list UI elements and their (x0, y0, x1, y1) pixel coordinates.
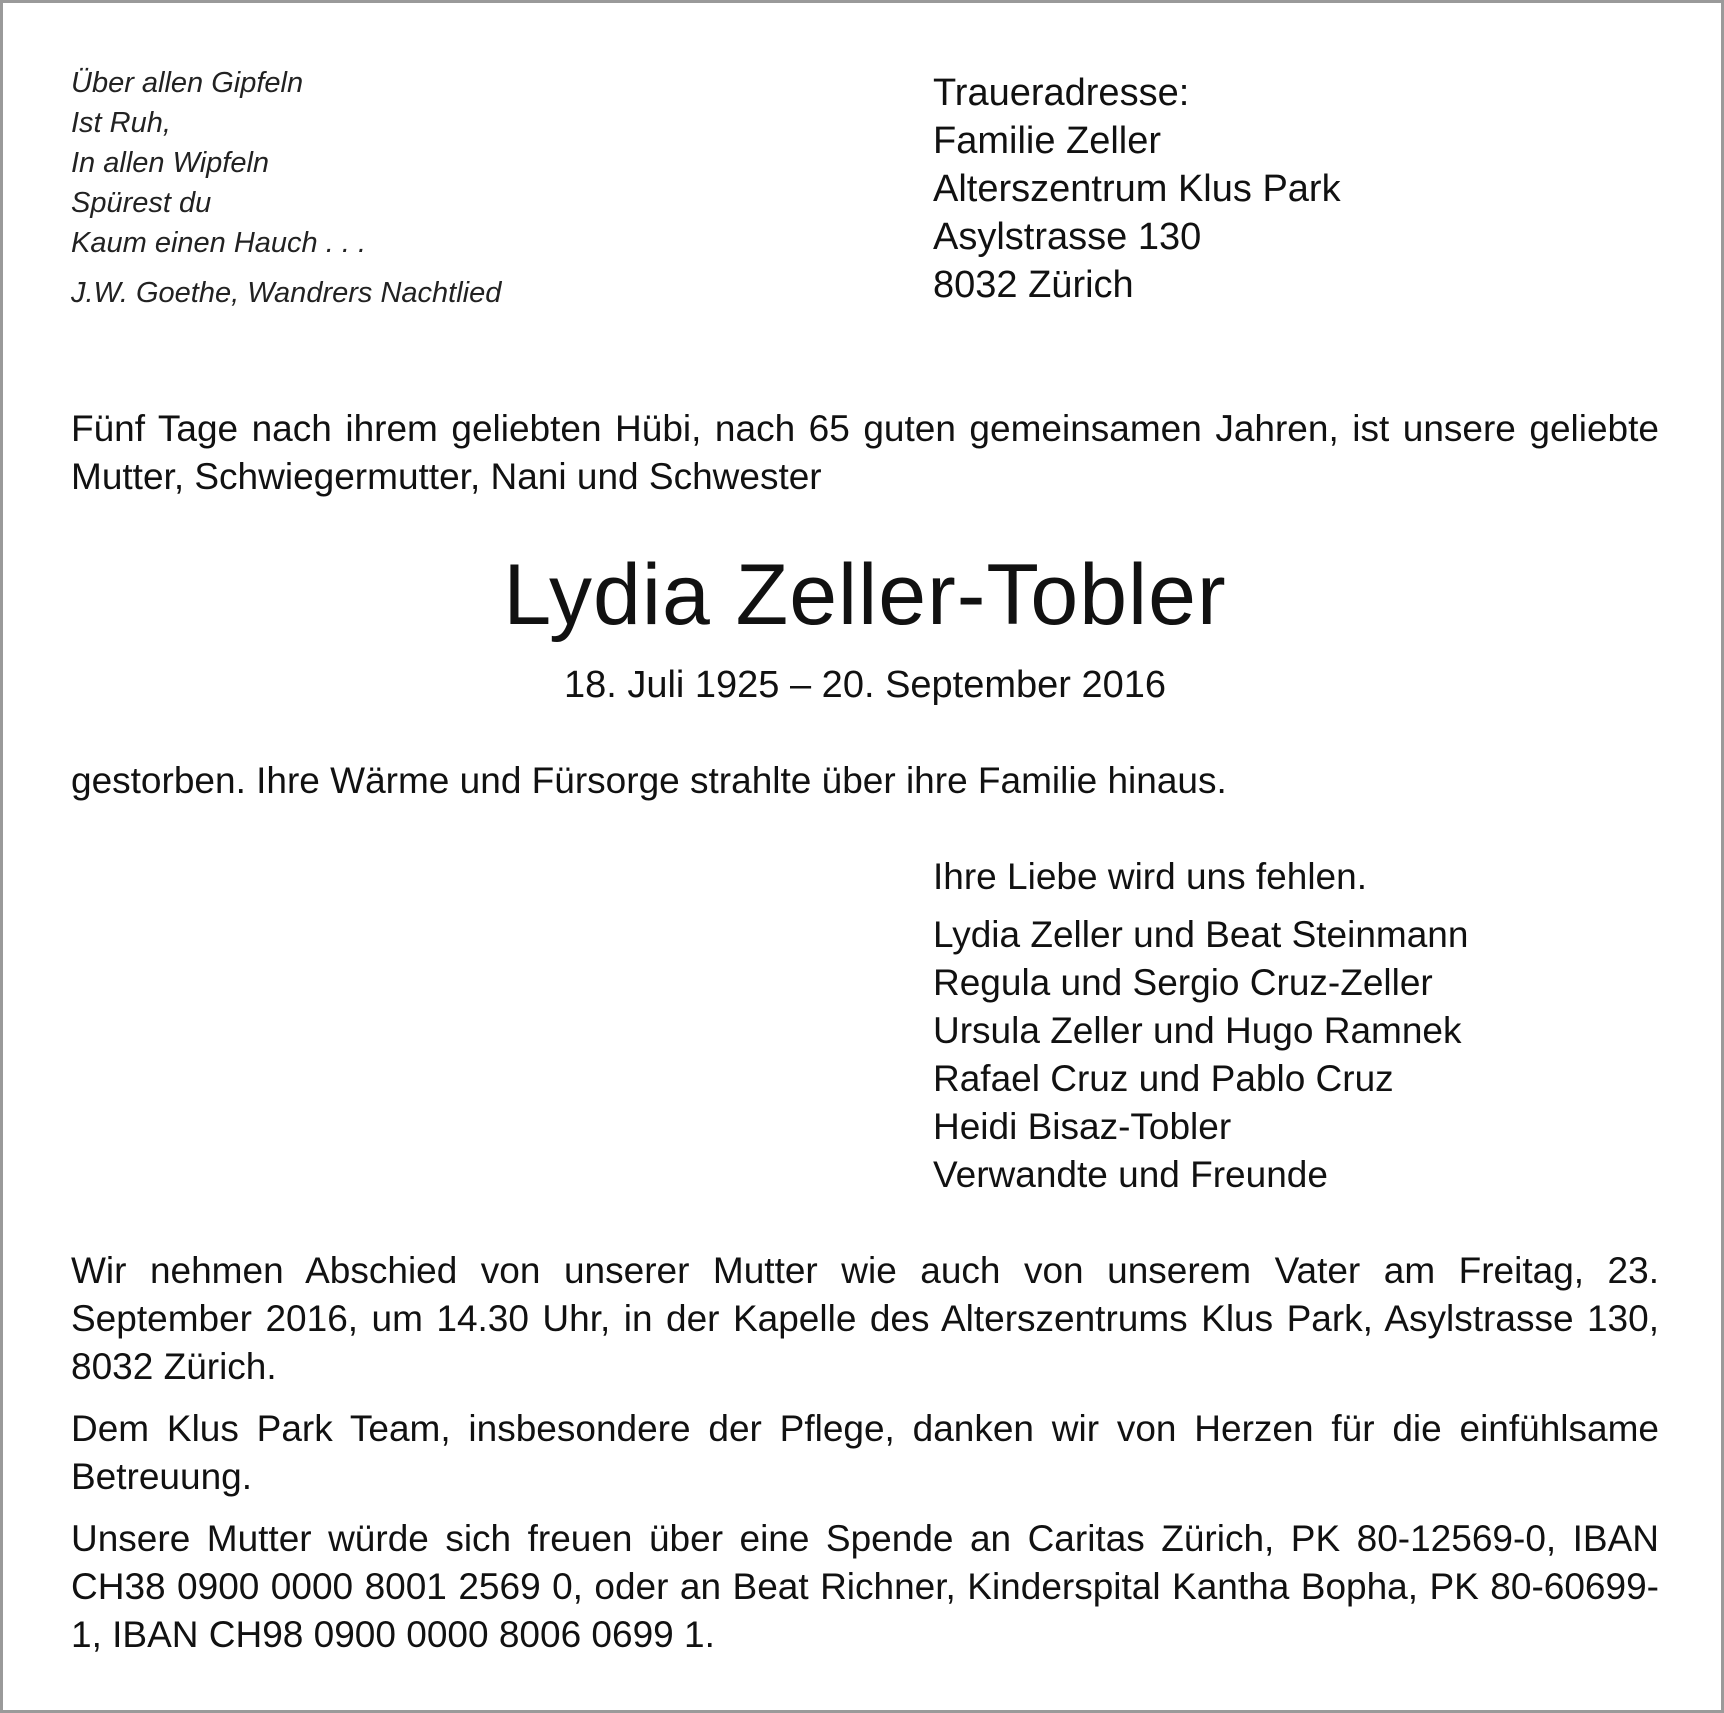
family-member: Rafael Cruz und Pablo Cruz (933, 1058, 1394, 1099)
family-list (933, 911, 1468, 1199)
address-line: Traueradresse: (933, 72, 1190, 114)
mourning-address (933, 69, 1341, 309)
poem-line: Über allen Gipfeln (71, 67, 304, 99)
address-line: Asylstrasse 130 (933, 216, 1202, 258)
family-member: Regula und Sergio Cruz-Zeller (933, 962, 1433, 1003)
poem-line: Spürest du (71, 187, 212, 219)
poem-line: In allen Wipfeln (71, 147, 270, 179)
life-dates: 18. Juli 1925 – 20. September 2016 (563, 664, 1167, 706)
family-member: Ursula Zeller und Hugo Ramnek (933, 1010, 1462, 1051)
address-line: 8032 Zürich (933, 264, 1134, 306)
intro-paragraph: Fünf Tage nach ihrem geliebten Hübi, nach 65 guten gemeinsamen Jahren, ist unsere geliebte Mutter, Schwiegermutter, Nani und Schwester (71, 408, 1659, 497)
deceased-name: Lydia Zeller-Tobler (503, 547, 1227, 643)
signoff-line: Ihre Liebe wird uns fehlen. (933, 856, 1367, 897)
donation-paragraph: Unsere Mutter würde sich freuen über eine Spende an Caritas Zürich, PK 80-12569-0, IBAN CH38 0900 0000 8001 2569 0, oder an Beat Richner, Kinderspital Kantha Bopha, PK 80-60699-1, IBAN CH98 0900 0000 8006 0699 1. (71, 1518, 1659, 1655)
address-line: Alterszentrum Klus Park (933, 168, 1341, 210)
family-member: Verwandte und Freunde (933, 1154, 1328, 1195)
poem-line: Ist Ruh, (71, 107, 171, 139)
address-line: Familie Zeller (933, 120, 1162, 162)
poem-attribution: J.W. Goethe, Wandrers Nachtlied (71, 277, 502, 309)
died-paragraph: gestorben. Ihre Wärme und Fürsorge strahlte über ihre Familie hinaus. (71, 760, 1227, 801)
poem-quote (71, 63, 501, 313)
poem-line: Kaum einen Hauch . . . (71, 227, 366, 259)
thanks-paragraph: Dem Klus Park Team, insbesondere der Pflege, danken wir von Herzen für die einfühlsame Betreuung. (71, 1408, 1659, 1497)
family-member: Heidi Bisaz-Tobler (933, 1106, 1232, 1147)
farewell-paragraph: Wir nehmen Abschied von unserer Mutter wie auch von unserem Vater am Freitag, 23. September 2016, um 14.30 Uhr, in der Kapelle des Alterszentrums Klus Park, Asylstrasse 130, 8032 Zürich. (71, 1250, 1659, 1387)
family-member: Lydia Zeller und Beat Steinmann (933, 914, 1469, 955)
